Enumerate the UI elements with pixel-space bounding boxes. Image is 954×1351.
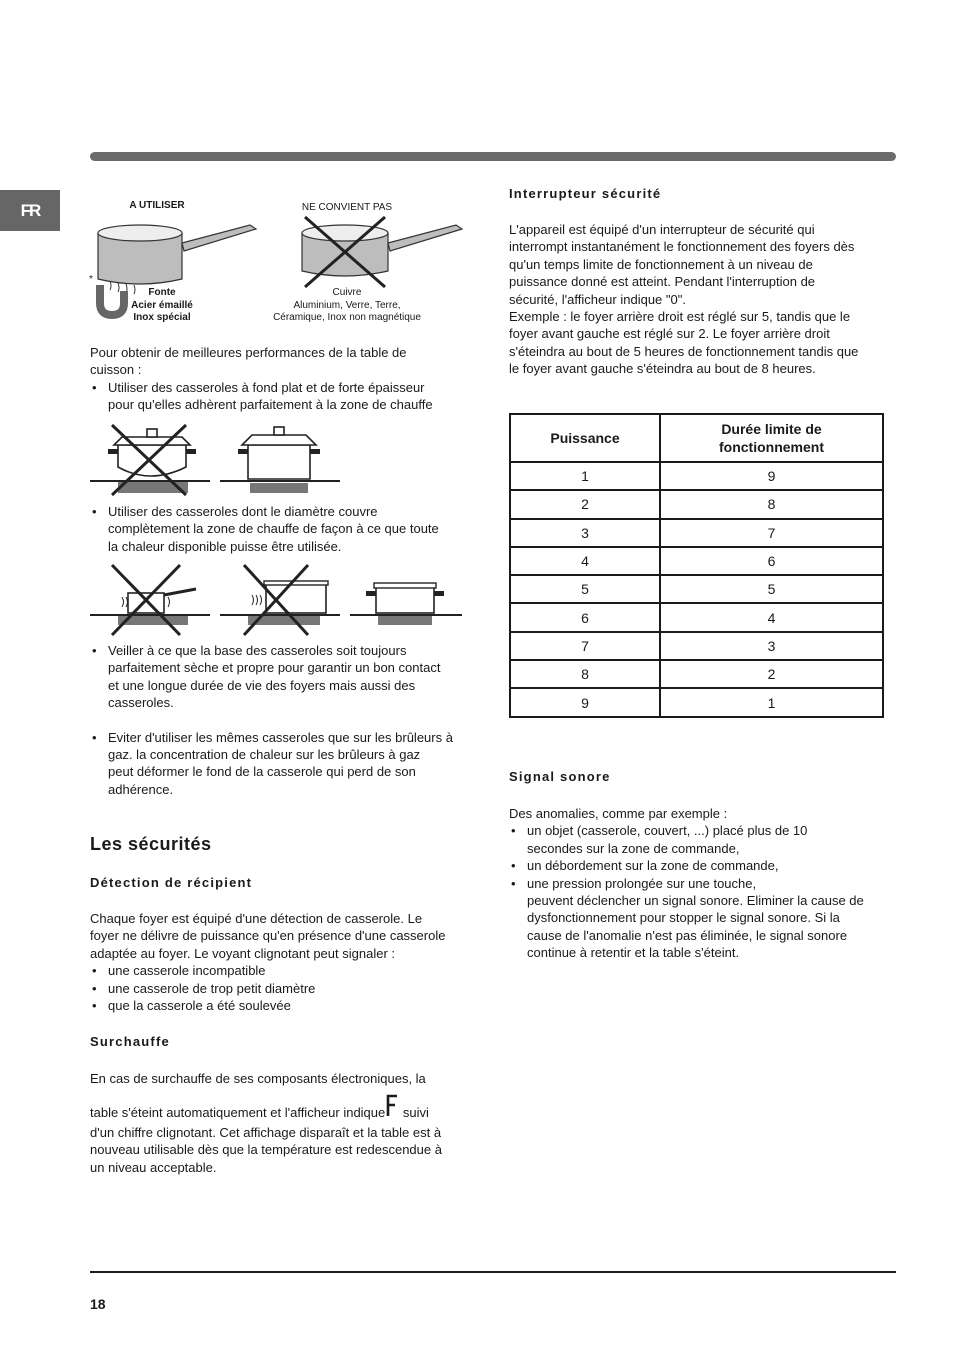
bad-curved-pan: [90, 425, 210, 495]
bullet-item: [90, 503, 470, 555]
material-cuivre: Cuivre: [332, 287, 362, 298]
header-line: Durée limite de: [721, 421, 822, 437]
material-inox: Inox spécial: [133, 312, 191, 323]
text-line: foyer ne délivre de puissance qu'en présence d'une casserole: [90, 928, 446, 944]
bullet-1: [90, 379, 470, 414]
material-acier: Acier émaillé: [131, 299, 193, 311]
text-line-with-symbol: [90, 1093, 475, 1121]
interrupteur-title: Interrupteur sécurité: [509, 186, 662, 201]
text-line: cuisson :: [90, 362, 142, 378]
section-title: Les sécurités: [90, 834, 212, 854]
bullet-item: [90, 729, 470, 799]
table-cell: 6: [510, 603, 660, 631]
pans-illustration: [90, 209, 465, 299]
table-row: [510, 603, 883, 631]
surchauffe-text: [90, 1070, 475, 1176]
text-line: peuvent déclencher un signal sonore. Eliminer la cause de: [527, 893, 864, 909]
signal-text: [509, 805, 894, 962]
surchauffe-title: Surchauffe: [90, 1034, 170, 1049]
signal-title: Signal sonore: [509, 769, 611, 784]
text-line: et une longue durée de vie des foyers mais aussi des: [108, 677, 416, 693]
table-cell: 5: [660, 575, 883, 603]
text-fragment: table s'éteint automatiquement et l'afficheur indique: [90, 1105, 386, 1121]
text-fragment: suivi: [402, 1105, 429, 1121]
text-line: un niveau acceptable.: [90, 1159, 217, 1175]
table-cell: 5: [510, 575, 660, 603]
page-number: 18: [90, 1296, 106, 1312]
text-line: Pour obtenir de meilleures performances de la table de: [90, 345, 407, 360]
bullet-item: [509, 822, 894, 857]
detection-text: [90, 910, 475, 1014]
table-cell: 2: [660, 660, 883, 688]
text-line: Exemple : le foyer arrière droit est réglé sur 5, tandis que le: [509, 309, 851, 325]
table-header-row: [510, 414, 883, 462]
table-cell: 1: [660, 688, 883, 716]
bad-pan: [302, 217, 462, 287]
table-row: [510, 519, 883, 547]
text-line: s'éteindra au bout de 5 heures de fonctionnement tandis que: [509, 343, 859, 359]
table-cell: 1: [510, 462, 660, 490]
table-row: [510, 632, 883, 660]
interrupteur-text: [509, 221, 894, 378]
language-tab: FR: [0, 190, 60, 231]
header-line: fonctionnement: [719, 439, 824, 455]
text-line: continue à retentir et la table s'éteint.: [527, 945, 740, 961]
header-power: Puissance: [510, 414, 660, 462]
bullet-item: • une casserole de trop petit diamètre: [90, 980, 475, 997]
bullet-3-4: [90, 642, 470, 798]
bullet-item: [90, 642, 470, 712]
header-duration: [660, 414, 883, 462]
text-line: d'un chiffre clignotant. Cet affichage disparaît et la table est à: [90, 1124, 442, 1140]
bullet-item: • que la casserole a été soulevée: [90, 997, 475, 1014]
text-line: adaptée au foyer. Le voyant clignotant peut signaler :: [90, 945, 395, 961]
diameter-illustration: [90, 563, 465, 638]
text-line: qu'un temps limite de fonctionnement à un niveau de: [509, 256, 813, 272]
bullet-2: [90, 503, 470, 555]
text-line: puissance donné est atteint. Pendant l'interruption de: [509, 274, 816, 290]
detection-title: Détection de récipient: [90, 875, 253, 890]
table-cell: 9: [660, 462, 883, 490]
text-line: adhérence.: [108, 781, 174, 797]
table-row: [510, 575, 883, 603]
bullet-item: [509, 857, 894, 874]
material-alu: Aluminium, Verre, Terre,: [293, 299, 401, 311]
table-cell: 9: [510, 688, 660, 716]
text-line: • un débordement sur la zone de commande,: [527, 858, 779, 874]
bottom-rule: [90, 1271, 896, 1273]
text-line: • Eviter d'utiliser les mêmes casseroles que sur les brûleurs à: [108, 729, 453, 745]
text-line: gaz. la concentration de chaleur sur les brûleurs à gaz: [108, 747, 421, 763]
text-line: pour qu'elles adhèrent parfaitement à la zone de chauffe: [108, 397, 433, 413]
good-label: A UTILISER: [129, 200, 185, 211]
text-line: dysfonctionnement pour stopper le signal sonore. Si la: [527, 910, 840, 926]
bullet-item: [509, 875, 894, 962]
text-line: nouveau utilisable dès que la température est redescendue à: [90, 1142, 442, 1158]
asterisk: *: [89, 274, 93, 285]
top-rule: [90, 152, 896, 161]
text-line: • Utiliser des casseroles à fond plat et de forte épaisseur: [108, 379, 425, 395]
table-row: [510, 688, 883, 716]
text-line: En cas de surchauffe de ses composants électroniques, la: [90, 1071, 426, 1086]
table-cell: 7: [660, 519, 883, 547]
table-row: [510, 462, 883, 490]
cookware-figure: [90, 199, 465, 329]
text-line: L'appareil est équipé d'un interrupteur de sécurité qui: [509, 222, 815, 237]
bad-label: NE CONVIENT PAS: [301, 202, 393, 213]
text-line: • Utiliser des casseroles dont le diamètre couvre: [108, 504, 378, 519]
bullet-item: • une casserole incompatible: [90, 962, 475, 979]
text-line: peut déformer le fond de la casserole qui perd de son: [108, 764, 416, 780]
text-line: foyer avant gauche est réglé sur 2. Le foyer arrière droit: [509, 326, 830, 342]
medium-pan-bad: [220, 565, 340, 635]
table-cell: 4: [660, 603, 883, 631]
small-pan-bad: [90, 565, 210, 635]
table-row: [510, 490, 883, 518]
text-line: parfaitement sèche et propre pour garantir un bon contact: [108, 660, 441, 676]
material-ceramique: Céramique, Inox non magnétique: [273, 312, 421, 323]
bad-materials: [260, 287, 434, 325]
text-line: secondes sur la zone de commande,: [527, 840, 740, 856]
correct-pan-good: [350, 583, 462, 625]
text-line: Chaque foyer est équipé d'une détection de casserole. Le: [90, 911, 423, 926]
table-cell: 6: [660, 547, 883, 575]
table-cell: 4: [510, 547, 660, 575]
table-cell: 3: [510, 519, 660, 547]
text-line: cause de l'anomalie n'est pas éliminée, le signal sonore: [527, 927, 848, 943]
display-f-icon: [385, 1093, 399, 1117]
table-row: [510, 660, 883, 688]
intro-paragraph: [90, 344, 470, 414]
good-flat-pan: [220, 427, 340, 493]
text-line: interrompt instantanément le fonctionnement des foyers dès: [509, 239, 855, 255]
safety-table: [509, 413, 884, 718]
table-cell: 8: [660, 490, 883, 518]
material-fonte: Fonte: [148, 287, 176, 298]
text-line: Des anomalies, comme par exemple :: [509, 806, 728, 821]
text-line: la chaleur disponible puisse être utilisée.: [108, 538, 342, 554]
flat-bottom-illustration: [90, 423, 350, 498]
table-cell: 8: [510, 660, 660, 688]
text-line: sécurité, l'afficheur indique "0".: [509, 291, 686, 307]
table-cell: 3: [660, 632, 883, 660]
table-cell: 7: [510, 632, 660, 660]
text-line: • un objet (casserole, couvert, ...) placé plus de 10: [527, 823, 808, 839]
good-materials: [110, 287, 214, 325]
text-line: le foyer avant gauche s'éteindra au bout de 8 heures.: [509, 361, 816, 377]
text-line: casseroles.: [108, 695, 174, 711]
text-line: • Veiller à ce que la base des casseroles soit toujours: [108, 643, 407, 658]
text-line: • une pression prolongée sur une touche,: [527, 875, 757, 891]
table-cell: 2: [510, 490, 660, 518]
text-line: complètement la zone de chauffe de façon à ce que toute: [108, 521, 439, 537]
table-row: [510, 547, 883, 575]
